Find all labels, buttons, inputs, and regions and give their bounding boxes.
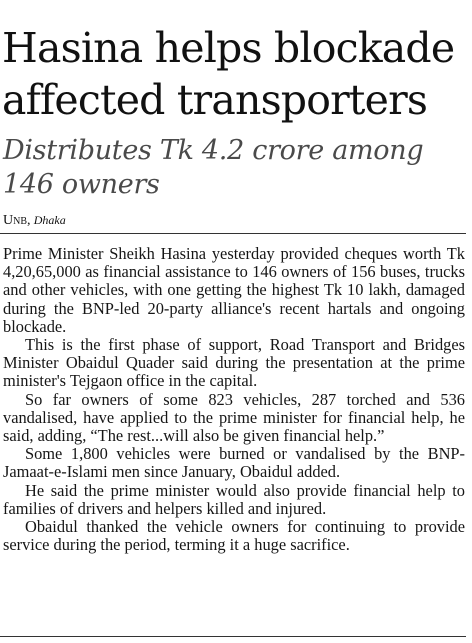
- byline: [3, 212, 66, 229]
- paragraph: Obaidul thanked the vehicle owners for continuing to provide service during the period, terming it a huge sacrifice.: [3, 517, 465, 555]
- top-divider: [0, 233, 466, 234]
- previous-article-fragment: [0, 0, 472, 2]
- article-body: [3, 245, 465, 554]
- paragraph: He said the prime minister would also provide financial help to families of drivers and helpers killed and injured.: [3, 480, 465, 518]
- bottom-divider: [0, 636, 466, 637]
- paragraph: So far owners of some 823 vehicles, 287 torched and 536 vandalised, have applied to the prime minister for financial help, he said, adding, “The rest...will also be given financial help.”: [3, 389, 465, 446]
- byline-place: Dhaka: [33, 213, 66, 227]
- paragraph: Some 1,800 vehicles were burned or vandalised by the BNP-Jamaat-e-Islami men since January, Obaidul added.: [3, 444, 465, 482]
- subheadline: Distributes Tk 4.2 crore among 146 owners: [3, 135, 424, 200]
- paragraph: Prime Minister Sheikh Hasina yesterday provided cheques worth Tk 4,20,65,000 as financial assistance to 146 owners of 156 buses, trucks and other vehicles, with one getting the highest Tk 10 lakh, damaged during the BNP-led 20-party alliance's recent hartals and ongoing blockade.: [3, 244, 465, 336]
- headline: Hasina helps blockade affected transporters: [2, 24, 455, 124]
- byline-agency: Unb,: [3, 213, 31, 228]
- paragraph: This is the first phase of support, Road Transport and Bridges Minister Obaidul Quader said during the presentation at the prime minister's Tejgaon office in the capital.: [3, 335, 465, 391]
